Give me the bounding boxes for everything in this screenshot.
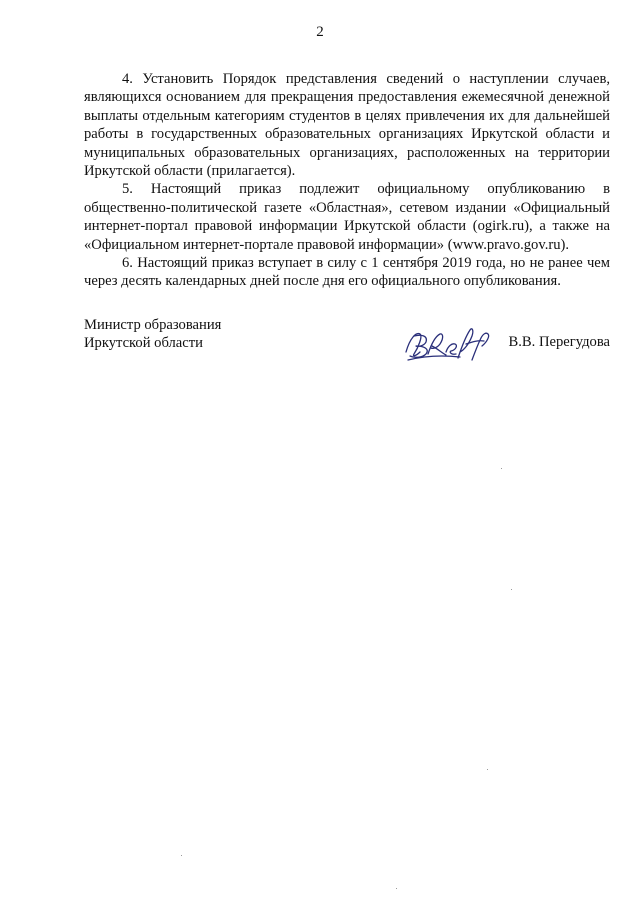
scan-speck xyxy=(501,468,502,469)
paragraph-item-4: 4. Установить Порядок представления сведений о наступлении случаев, являющихся основанием для прекращения предоставления ежемесячной денежной выплаты отдельным категориям студентов в целях привлечения их для дальнейшей работы в государственных образовательных организациях Иркутской области и муниципальных образовательных организациях, расположенных на территории Иркутской области (прилагается). xyxy=(84,71,610,180)
scan-speck xyxy=(396,888,397,889)
signer-name: В.В. Перегудова xyxy=(508,334,610,350)
signer-title-line2: Иркутской области xyxy=(84,335,203,352)
scan-speck xyxy=(511,589,512,590)
page-number: 2 xyxy=(316,24,324,40)
scan-speck xyxy=(181,855,182,856)
scan-speck xyxy=(487,769,488,770)
document-body xyxy=(84,70,610,291)
signature-block xyxy=(84,316,610,376)
handwritten-signature-icon xyxy=(402,322,494,366)
paragraph-item-5: 5. Настоящий приказ подлежит официальному опубликованию в общественно-политической газете «Областная», сетевом издании «Официальный интернет-портал правовой информации Иркутской области (ogirk.ru), а также на «Официальном интернет-портале правовой информации» (www.pravo.gov.ru). xyxy=(84,181,610,253)
signer-title-line1: Министр образования xyxy=(84,317,222,333)
signer-title xyxy=(84,316,221,353)
paragraph-item-6: 6. Настоящий приказ вступает в силу с 1 сентября 2019 года, но не ранее чем через десять календарных дней после дня его официального опубликования. xyxy=(84,255,610,290)
